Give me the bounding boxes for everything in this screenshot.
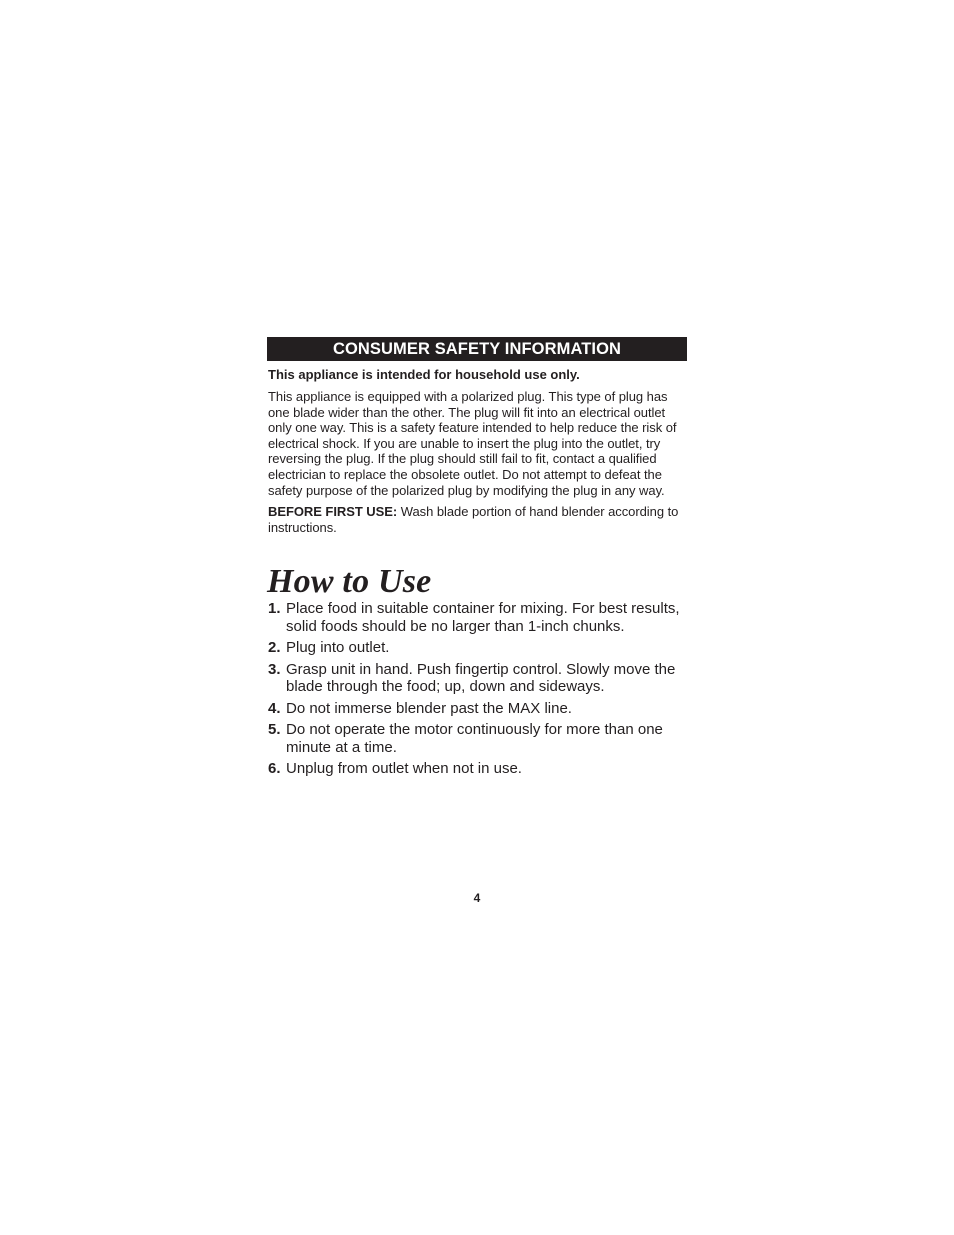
page-number: 4 [473, 891, 481, 905]
before-first-use-paragraph [268, 504, 687, 535]
step-number: 1. [268, 600, 281, 618]
consumer-safety-banner: CONSUMER SAFETY INFORMATION [267, 337, 687, 361]
how-to-use-steps [267, 600, 687, 778]
step-item [267, 700, 687, 718]
step-item [267, 639, 687, 657]
step-item [267, 600, 687, 635]
polarized-plug-paragraph: This appliance is equipped with a polarized plug. This type of plug has one blade wider than the other. The plug will fit into an electrical outlet only one way. This is a safety feature intended to help reduce the risk of electrical shock. If you are unable to insert the plug into the outlet, try reversing the plug. If the plug should still fail to fit, contact a qualified electrician to replace the obsolete outlet. Do not attempt to defeat the safety purpose of the polarized plug by modifying the plug in any way. [268, 389, 677, 498]
step-text: Do not immerse blender past the MAX line. [286, 699, 572, 717]
step-text: Grasp unit in hand. Push fingertip control. Slowly move the blade through the food; up, down and sideways. [286, 660, 676, 696]
step-number: 5. [268, 721, 281, 739]
step-number: 3. [268, 660, 281, 678]
how-to-use-title: How to Use [267, 563, 432, 601]
step-text: Unplug from outlet when not in use. [286, 760, 522, 778]
step-text: Do not operate the motor continuously for more than one minute at a time. [286, 721, 663, 756]
before-first-use-text: Wash blade portion of hand blender according to instructions. [268, 504, 679, 535]
step-number: 6. [268, 760, 281, 778]
step-item [267, 760, 687, 778]
step-item [267, 661, 687, 696]
before-first-use-label: BEFORE FIRST USE: [268, 504, 398, 520]
step-number: 2. [268, 639, 281, 657]
step-item [267, 721, 687, 756]
step-text: Plug into outlet. [286, 639, 390, 657]
manual-page-content [267, 337, 687, 778]
step-text: Place food in suitable container for mixing. For best results, solid foods should be no larger than 1-inch chunks. [286, 600, 680, 635]
step-number: 4. [268, 699, 281, 717]
household-use-notice: This appliance is intended for household use only. [268, 367, 580, 382]
